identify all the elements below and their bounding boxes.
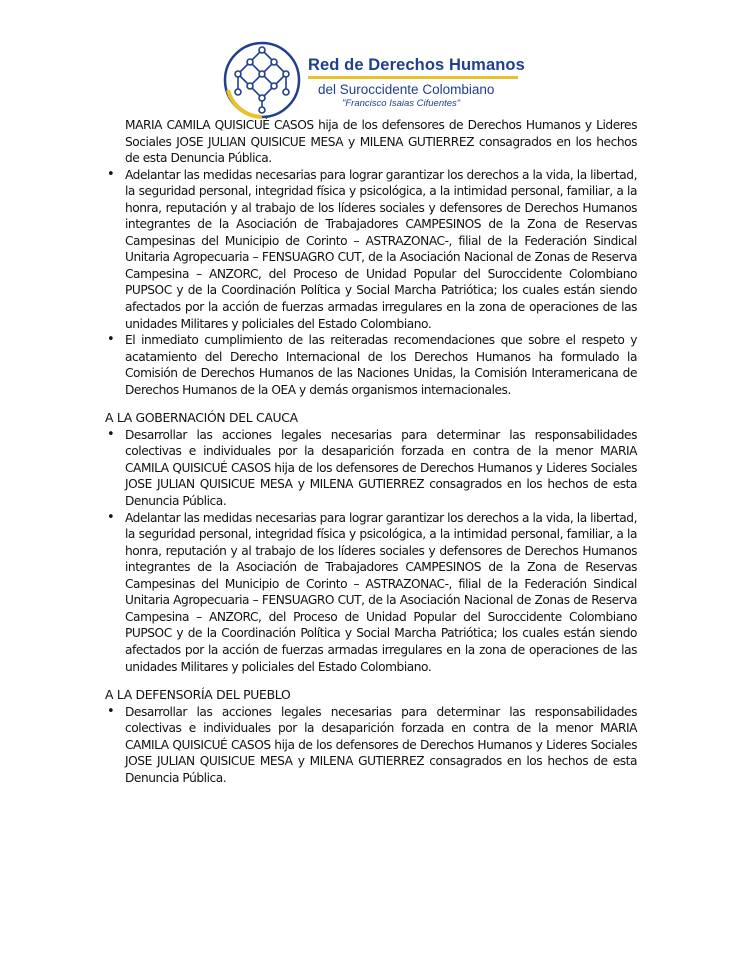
- organization-name: Red de Derechos Humanos: [308, 56, 525, 74]
- defensoria-bullet-list: [105, 704, 637, 787]
- organization-subtitle: del Suroccidente Colombiano: [318, 82, 495, 97]
- list-item: • Adelantar las medidas necesarias para lograr garantizar los derechos a la vida, la libertad, la seguridad personal, integridad física y psicológica, a la intimidad personal, familiar, a la honra, reputación y al trabajo de los líderes sociales y defensores de Derechos Humanos integrantes de la Asociación de Trabajadores CAMPESINOS de la Zona de Reservas Campesinas del Municipio de Corinto – ASTRAZONAC-, filial de la Federación Sindical Unitaria Agropecuaria – FENSUAGRO CUT, de la Asociación Nacional de Zonas de Reserva Campesina – ANZORC, del Proceso de Unidad Popular del Suroccidente Colombiano PUPSOC y de la Coordinación Política y Social Marcha Patriótica; los cuales están siendo afectados por la acción de fuerzas armadas irregulares en la zona de operaciones de las unidades Militares y policiales del Estado Colombiano.: [105, 167, 637, 332]
- list-item: • El inmediato cumplimiento de las reiteradas recomendaciones que sobre el respeto y acatamiento del Derecho Internacional de los Derechos Humanos ha formulado la Comisión de Derechos Humanos de las Naciones Unidas, la Comisión Interamericana de Derechos Humanos de la OEA y demás organismos internacionales.: [105, 332, 637, 398]
- intro-continuation: MARIA CAMILA QUISICUÉ CASOS hija de los defensores de Derechos Humanos y Lideres Sociales JOSE JULIAN QUISICUE MESA y MILENA GUTIERREZ consagrados en los hechos de esta Denuncia Pública.: [125, 118, 637, 166]
- organization-motto: "Francisco Isaias Cifuentes": [342, 98, 461, 109]
- network-logo-icon: [222, 40, 306, 120]
- header-accent-line: [308, 76, 518, 79]
- section-heading-defensoria: A LA DEFENSORÍA DEL PUEBLO: [105, 687, 291, 703]
- document-body: [105, 117, 637, 786]
- section-heading-gobernacion: A LA GOBERNACIÓN DEL CAUCA: [105, 410, 298, 426]
- gobernacion-bullet-list: [105, 427, 637, 675]
- list-item: • Desarrollar las acciones legales necesarias para determinar las responsabilidades colectivas e individuales por la desaparición forzada en contra de la menor MARIA CAMILA QUISICUÉ CASOS hija de los defensores de Derechos Humanos y Lideres Sociales JOSE JULIAN QUISICUE MESA y MILENA GUTIERREZ consagrados en los hechos de esta Denuncia Pública.: [105, 704, 637, 787]
- first-bullet-list: [105, 167, 637, 399]
- list-item: • Adelantar las medidas necesarias para lograr garantizar los derechos a la vida, la libertad, la seguridad personal, integridad física y psicológica, a la intimidad personal, familiar, a la honra, reputación y al trabajo de los líderes sociales y defensores de Derechos Humanos integrantes de la Asociación de Trabajadores CAMPESINOS de la Zona de Reservas Campesinas del Municipio de Corinto – ASTRAZONAC-, filial de la Federación Sindical Unitaria Agropecuaria – FENSUAGRO CUT, de la Asociación Nacional de Zonas de Reserva Campesina – ANZORC, del Proceso de Unidad Popular del Suroccidente Colombiano PUPSOC y de la Coordinación Política y Social Marcha Patriótica; los cuales están siendo afectados por la acción de fuerzas armadas irregulares en la zona de operaciones de las unidades Militares y policiales del Estado Colombiano.: [105, 510, 637, 675]
- letterhead: [222, 40, 525, 120]
- list-item: • Desarrollar las acciones legales necesarias para determinar las responsabilidades colectivas e individuales por la desaparición forzada en contra de la menor MARIA CAMILA QUISICUÉ CASOS hija de los defensores de Derechos Humanos y Lideres Sociales JOSE JULIAN QUISICUE MESA y MILENA GUTIERREZ consagrados en los hechos de esta Denuncia Pública.: [105, 427, 637, 510]
